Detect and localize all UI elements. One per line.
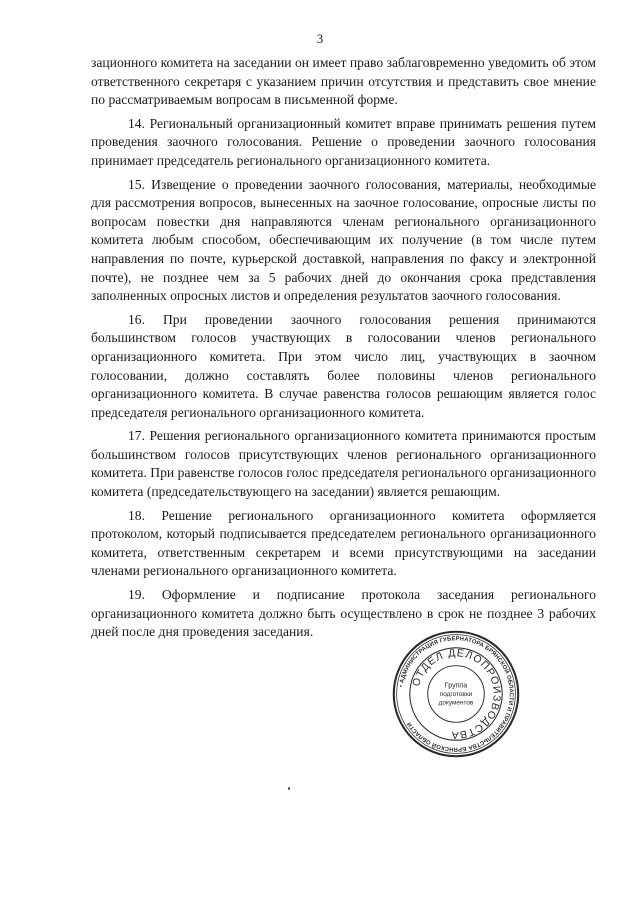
page-number: 3 xyxy=(316,31,324,46)
paragraph-continuation: зационного комитета на заседании он имеет право заблаговременно уведомить об этом ответственного секретаря с указанием причин отсутствия и представить свое мнение по рассматриваемым вопросам в письменной форме. xyxy=(91,55,596,108)
stamp-center-line-2: подготовки xyxy=(439,690,473,698)
paragraph-16: 16. При проведении заочного голосования решения принимаются большинством голосов участвующих в голосовании членов регионального организационного комитета. При этом число лиц, участвующих в заочном голосовании, должно составлять более половины членов регионального организационного комитета. В случае равенства голосов решающим является голос председателя регионального организационного комитета. xyxy=(91,311,596,420)
paragraph-18: 18. Решение регионального организационного комитета оформляется протоколом, который подписывается председателем регионального организационного комитета, ответственным секретарем и всеми присутствующими на заседании членами регионального организационного комитета. xyxy=(91,507,596,579)
official-stamp xyxy=(390,628,522,760)
paragraph-15: 15. Извещение о проведении заочного голосования, материалы, необходимые для рассмотрения вопросов, вынесенных на заочное голосование, опросные листы по вопросам повестки дня направляются членам регионального организационного комитета любым способом, обеспечивающим их получение (в том числе путем направления по почте, курьерской доставкой, направления по факсу и электронной почте), не позднее чем за 5 рабочих дней до окончания срока представления заполненных опросных листов и определения результатов заочного голосования. xyxy=(91,176,596,304)
paragraph-14: 14. Региональный организационный комитет вправе принимать решения путем проведения заочного голосования. Решение о проведении заочного голосования принимает председатель регионального организационного комитета. xyxy=(91,115,596,168)
stamp-center-line-1: Группа xyxy=(444,682,468,690)
stamp-seal-icon xyxy=(390,628,522,760)
stamp-center-line-3: документов xyxy=(438,699,474,707)
paragraph-17: 17. Решения регионального организационного комитета принимаются простым большинством голосов присутствующих членов регионального организационного комитета. При равенстве голосов голос председателя регионального организационного комитета (председательствующего на заседании) является решающим. xyxy=(91,428,596,500)
stamp-inner-text: ОТДЕЛ ДЕЛОПРОИЗВОДСТВА xyxy=(411,648,502,740)
paragraph-19: 19. Оформление и подписание протокола заседания регионального организационного комитета должно быть осуществлено в срок не позднее 3 рабочих дней после дня проведения заседания. xyxy=(91,587,596,640)
stamp-outer-text: • АДМИНИСТРАЦИЯ ГУБЕРНАТОРА БРЯНСКОЙ ОБЛАСТИ И ПРАВИТЕЛЬСТВА БРЯНСКОЙ ОБЛАСТИ xyxy=(398,636,514,752)
document-body xyxy=(91,54,596,647)
scan-speck xyxy=(288,787,290,790)
